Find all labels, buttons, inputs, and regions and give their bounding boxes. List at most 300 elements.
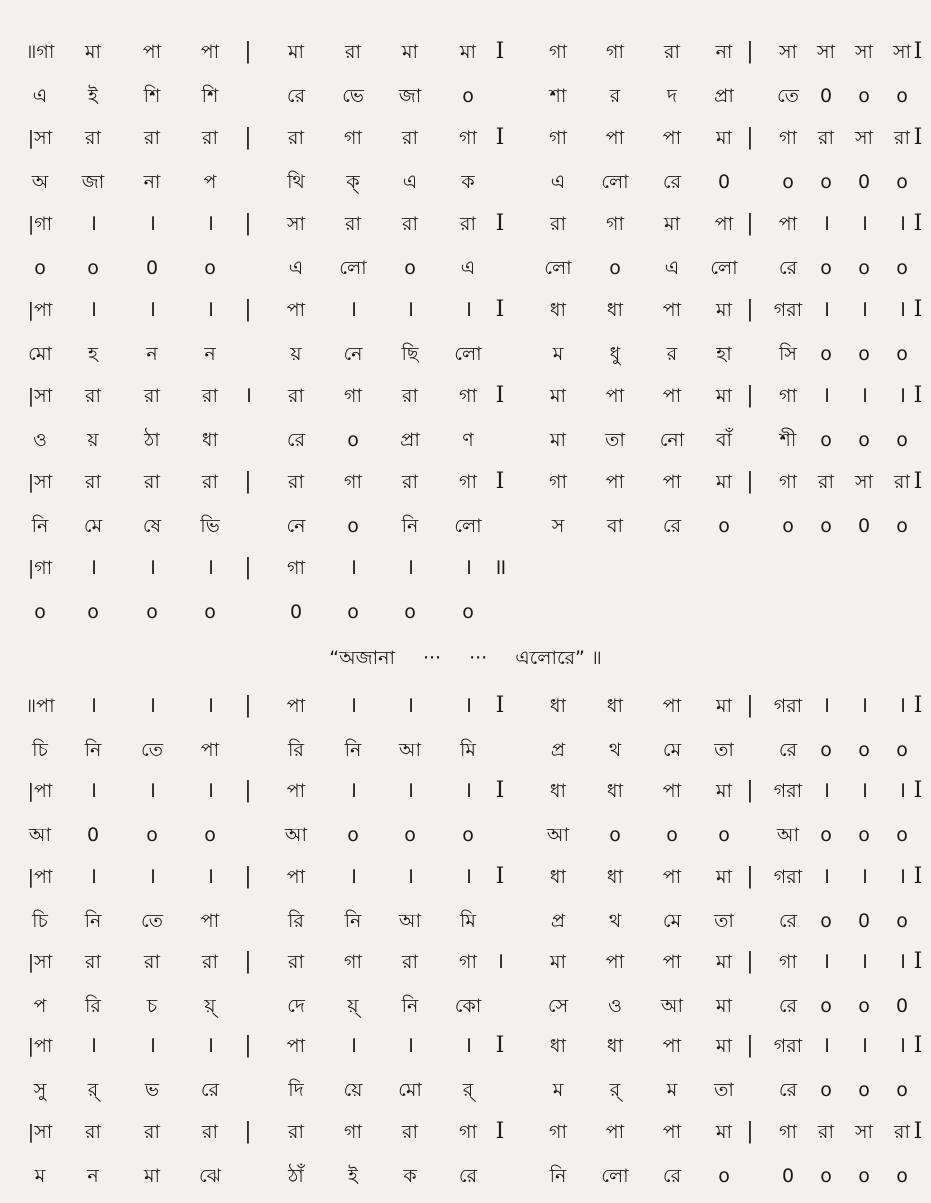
lyric-syllable: o [87,257,99,279]
notation-row [0,204,931,244]
lyric-syllable: o [896,1079,908,1101]
lyric-syllable: এ [32,85,48,107]
bar-separator: । [463,1033,473,1058]
lyric-syllable: লো [339,257,367,279]
lyric-syllable: প্রা [714,85,734,107]
bar-separator: । [897,1033,907,1058]
bar-separator: | [746,949,754,974]
bar-separator: । [859,693,869,718]
swara-note: সা [854,1121,874,1143]
lyric-syllable: মো [398,1079,422,1101]
lyric-syllable: o [204,601,216,623]
lyric-syllable: মে [83,515,103,537]
lyric-syllable: রে [458,1165,478,1187]
lyric-syllable: কো [454,995,482,1017]
lyric-syllable: মি [460,910,476,932]
swara-note: গা [549,127,567,149]
swara-note: রা [202,471,218,493]
bar-separator: । [147,778,157,803]
bar-separator: | [746,383,754,408]
swara-note: গা [779,127,797,149]
bar-separator: । [205,297,215,322]
lyric-syllable: o [34,257,46,279]
swara-note: মা [715,695,733,717]
swara-note: মা [715,780,733,802]
bar-separator: I [913,297,923,322]
swara-note: পা [778,213,798,235]
bar-separator: | [746,864,754,889]
swara-note: রা [144,471,160,493]
bar-separator: | [244,39,252,64]
swara-note: |সা [27,1121,53,1143]
bar-separator: । [88,778,98,803]
lyric-syllable: রে [286,429,306,451]
swara-note: রা [288,951,304,973]
bar-separator: | [244,1119,252,1144]
bar-separator: । [859,949,869,974]
lyric-syllable: প [203,171,217,193]
bar-separator: । [897,211,907,236]
swara-note: গা [344,471,362,493]
bar-separator: | [244,211,252,236]
lyric-syllable: ঠাঁ [288,1165,304,1187]
swara-note: ধা [606,780,624,802]
bar-separator: । [348,297,358,322]
bar-separator: । [897,864,907,889]
lyric-syllable: রে [662,1165,682,1187]
bar-separator: | [746,1033,754,1058]
lyric-syllable: মা [549,429,567,451]
lyric-syllable: 0 [289,601,303,623]
swara-note: |পা [27,866,53,888]
lyric-syllable: দি [288,1079,304,1101]
lyric-syllable: অ [31,171,49,193]
bar-separator: । [821,383,831,408]
lyric-syllable: দে [287,995,305,1017]
lyric-syllable: ঠা [144,429,160,451]
swara-note: রা [144,127,160,149]
swara-note: রা [202,951,218,973]
notation-row [0,857,931,897]
lyric-syllable: o [820,910,832,932]
bar-separator: I [495,693,505,718]
lyric-syllable: o [347,515,359,537]
lyric-syllable: রে [286,85,306,107]
lyric-syllable: সে [547,995,569,1017]
bar-separator: | [244,693,252,718]
swara-note: রা [85,127,101,149]
lyric-syllable: o [858,343,870,365]
lyric-syllable: o [858,1165,870,1187]
lyric-syllable: o [820,1165,832,1187]
lyric-syllable: নো [659,429,685,451]
lyric-syllable: রে [200,1079,220,1101]
swara-note: |গা [27,213,53,235]
lyric-syllable: o [820,429,832,451]
swara-note: গরা [773,299,803,321]
bar-separator: । [859,383,869,408]
lyric-syllable: লো [601,171,629,193]
bar-separator: I [913,211,923,236]
swara-note: ধা [549,866,567,888]
bar-separator: । [859,864,869,889]
lyric-syllable: রে [662,171,682,193]
swara-note: গা [344,385,362,407]
bar-separator: | [746,693,754,718]
swara-note: রা [460,213,476,235]
lyric-syllable: রে [662,515,682,537]
swara-note: রা [894,127,910,149]
swara-note: পা [662,299,682,321]
lyric-syllable: o [404,601,416,623]
lyric-syllable: মো [28,343,52,365]
swara-note: পা [662,780,682,802]
bar-separator: I [913,1033,923,1058]
swara-note: রা [85,951,101,973]
bar-separator: I [913,383,923,408]
swara-note: রা [202,127,218,149]
swara-note: ॥পা [25,695,55,717]
bar-separator: I [495,211,505,236]
lyric-row [0,334,931,374]
swara-note: পা [662,695,682,717]
lyric-syllable: প্র [550,910,566,932]
swara-note: |সা [27,471,53,493]
lyric-syllable: 0 [86,824,100,846]
lyric-syllable: রি [288,739,304,761]
lyric-row [0,1156,931,1196]
caption-fragment: “অজানা [329,647,395,669]
swara-note: রা [288,1121,304,1143]
lyric-row [0,162,931,202]
lyric-syllable: 0 [857,171,871,193]
refrain-caption [0,640,931,676]
lyric-syllable: 0 [145,257,159,279]
lyric-syllable: o [666,824,678,846]
bar-separator: | [746,39,754,64]
bar-separator: । [463,693,473,718]
lyric-syllable: দ [667,85,677,107]
lyric-syllable: লো [710,257,738,279]
lyric-syllable: লো [544,257,572,279]
swara-note: গা [459,385,477,407]
lyric-syllable: তা [714,739,734,761]
bar-separator: I [913,949,923,974]
lyric-syllable: শা [549,85,567,107]
lyric-syllable: নি [31,515,49,537]
lyric-syllable: o [896,429,908,451]
bar-separator: I [495,469,505,494]
swara-note: পা [662,866,682,888]
swara-note: পা [200,41,220,63]
swara-note: রা [144,951,160,973]
lyric-syllable: o [896,171,908,193]
lyric-syllable: o [896,85,908,107]
notation-row [0,1112,931,1152]
bar-separator: | [244,949,252,974]
lyric-syllable: এ [664,257,680,279]
swara-note: রা [202,1121,218,1143]
lyric-syllable: হা [716,343,732,365]
swara-note: পা [605,1121,625,1143]
swara-note: রা [288,385,304,407]
swara-note: পা [662,385,682,407]
lyric-row [0,506,931,546]
lyric-syllable: 0 [857,515,871,537]
swara-note: পা [605,385,625,407]
bar-separator: | [746,297,754,322]
notation-row [0,118,931,158]
lyric-syllable: ও [608,995,622,1017]
lyric-syllable: নি [549,1165,567,1187]
lyric-syllable: o [34,601,46,623]
lyric-syllable: o [896,343,908,365]
lyric-syllable: না [143,171,161,193]
swara-note: ॥গা [25,41,55,63]
swara-note: মা [715,299,733,321]
bar-separator: | [746,1119,754,1144]
lyric-syllable: রে [778,739,798,761]
swara-note: গা [606,213,624,235]
lyric-syllable: o [858,739,870,761]
lyric-syllable: নি [401,995,419,1017]
bar-separator: I [495,125,505,150]
swara-note: রা [818,471,834,493]
bar-separator: | [746,469,754,494]
swara-note: গা [344,1121,362,1143]
swara-note: রা [345,41,361,63]
bar-separator: | [746,125,754,150]
lyric-syllable: শি [201,85,219,107]
swara-note: গা [549,1121,567,1143]
lyric-syllable: তা [605,429,625,451]
swara-note: সা [854,471,874,493]
bar-separator: । [405,297,415,322]
bar-separator: I [913,39,923,64]
swara-note: |সা [27,127,53,149]
lyric-syllable: 0 [717,171,731,193]
swara-note: পা [714,213,734,235]
lyric-syllable: o [87,601,99,623]
lyric-syllable: এ [288,257,304,279]
notation-row [0,32,931,72]
bar-separator: । [821,693,831,718]
swara-note: রা [894,1121,910,1143]
bar-separator: I [495,1033,505,1058]
lyric-syllable: রি [85,995,101,1017]
swara-note: সা [854,41,874,63]
lyric-syllable: আ [546,824,570,846]
lyric-syllable: 0 [857,910,871,932]
lyric-syllable: রে [778,995,798,1017]
swara-note: গা [549,41,567,63]
lyric-syllable: প [33,995,47,1017]
lyric-syllable: থ [608,739,622,761]
bar-separator: । [348,693,358,718]
lyric-syllable: রে [778,1079,798,1101]
lyric-syllable: নি [344,910,362,932]
lyric-syllable: o [782,515,794,537]
lyric-syllable: ভ [144,1079,160,1101]
lyric-syllable: ক্ [346,171,360,193]
bar-separator: । [348,555,358,580]
lyric-syllable: চি [32,910,48,932]
bar-separator: I [495,297,505,322]
lyric-syllable: শী [779,429,797,451]
lyric-row [0,730,931,770]
lyric-syllable: জা [81,171,105,193]
lyric-syllable: রে [778,257,798,279]
lyric-syllable: o [404,824,416,846]
bar-separator: । [147,211,157,236]
lyric-syllable: থ [608,910,622,932]
lyric-syllable: মি [460,739,476,761]
bar-separator: । [859,1033,869,1058]
lyric-syllable: র [666,343,678,365]
lyric-syllable: o [347,601,359,623]
lyric-syllable: য় [290,343,302,365]
lyric-syllable: সি [779,343,797,365]
lyric-row [0,76,931,116]
swara-note: |সা [27,385,53,407]
lyric-syllable: নি [344,739,362,761]
swara-note: গা [459,471,477,493]
lyric-syllable: ও [33,429,47,451]
bar-separator: ॥ [493,555,507,580]
bar-separator: । [348,864,358,889]
lyric-syllable: মা [715,995,733,1017]
lyric-syllable: 0 [895,995,909,1017]
lyric-syllable: আ [398,739,422,761]
swara-note: |সা [27,951,53,973]
lyric-syllable: ই [348,1165,358,1187]
bar-separator: | [244,864,252,889]
lyric-syllable: র্ [87,1079,99,1101]
bar-separator: । [348,778,358,803]
bar-separator: । [205,778,215,803]
bar-separator: । [88,555,98,580]
lyric-syllable: পা [200,910,220,932]
swara-note: মা [287,41,305,63]
lyric-syllable: হ [88,343,98,365]
swara-note: গা [344,951,362,973]
swara-note: রা [402,127,418,149]
lyric-syllable: রি [288,910,304,932]
lyric-syllable: লো [454,515,482,537]
lyric-syllable: ন [87,1165,99,1187]
swara-note: ধা [549,695,567,717]
swara-note: |পা [27,780,53,802]
bar-separator: । [147,555,157,580]
swara-note: মা [715,471,733,493]
swara-note: রা [288,127,304,149]
lyric-syllable: থি [287,171,305,193]
swara-note: গা [779,471,797,493]
lyric-syllable: o [462,601,474,623]
swara-note: ধা [606,695,624,717]
bar-separator: । [463,555,473,580]
bar-separator: I [913,864,923,889]
notation-row [0,376,931,416]
lyric-syllable: র্ [609,1079,621,1101]
swara-note: রা [144,385,160,407]
bar-separator: । [859,211,869,236]
lyric-syllable: মা [143,1165,161,1187]
swara-note: গা [779,951,797,973]
swara-note: রা [402,471,418,493]
lyric-syllable: ণ [462,429,474,451]
swara-note: সা [892,41,912,63]
swara-note: রা [85,1121,101,1143]
lyric-syllable: তা [714,1079,734,1101]
lyric-syllable: o [820,515,832,537]
bar-separator: । [859,778,869,803]
caption-fragment: ··· [469,647,488,669]
lyric-syllable: o [896,910,908,932]
bar-separator: । [348,1033,358,1058]
swara-note: রা [402,213,418,235]
lyric-syllable: নি [84,739,102,761]
lyric-syllable: o [462,824,474,846]
lyric-syllable: o [858,1079,870,1101]
lyric-syllable: ছি [401,343,419,365]
lyric-syllable: o [146,824,158,846]
lyric-syllable: নি [84,910,102,932]
bar-separator: । [88,297,98,322]
swara-note: রা [288,471,304,493]
lyric-syllable: আ [660,995,684,1017]
lyric-syllable: স [551,515,565,537]
lyric-syllable: o [896,257,908,279]
lyric-syllable: তে [141,910,163,932]
swara-note: পা [605,127,625,149]
lyric-syllable: 0 [781,1165,795,1187]
swara-note: মা [459,41,477,63]
bar-separator: I [913,693,923,718]
bar-separator: | [244,469,252,494]
bar-separator: । [821,864,831,889]
lyric-syllable: এ [550,171,566,193]
swara-note: রা [402,385,418,407]
swara-note: সা [854,127,874,149]
notation-row [0,290,931,330]
bar-separator: | [746,211,754,236]
lyric-syllable: ক [403,1165,417,1187]
lyric-syllable: ন [204,343,216,365]
lyric-row [0,901,931,941]
caption-fragment: এলোরে” ॥ [515,647,602,669]
lyric-syllable: মে [662,910,682,932]
swara-note: মা [715,1121,733,1143]
bar-separator: । [821,778,831,803]
lyric-syllable: য়ে [343,1079,363,1101]
lyric-syllable: o [820,171,832,193]
swara-note: পা [286,299,306,321]
swara-note: না [715,41,733,63]
lyric-syllable: য়্ [347,995,359,1017]
lyric-syllable: মে [662,739,682,761]
bar-separator: I [913,469,923,494]
swara-note: রা [818,1121,834,1143]
lyric-syllable: নি [401,515,419,537]
swara-note: গা [779,385,797,407]
lyric-syllable: জা [398,85,422,107]
swara-note: গরা [773,780,803,802]
notation-row [0,548,931,588]
swara-note: রা [85,471,101,493]
bar-separator: । [205,864,215,889]
bar-separator: | [244,555,252,580]
